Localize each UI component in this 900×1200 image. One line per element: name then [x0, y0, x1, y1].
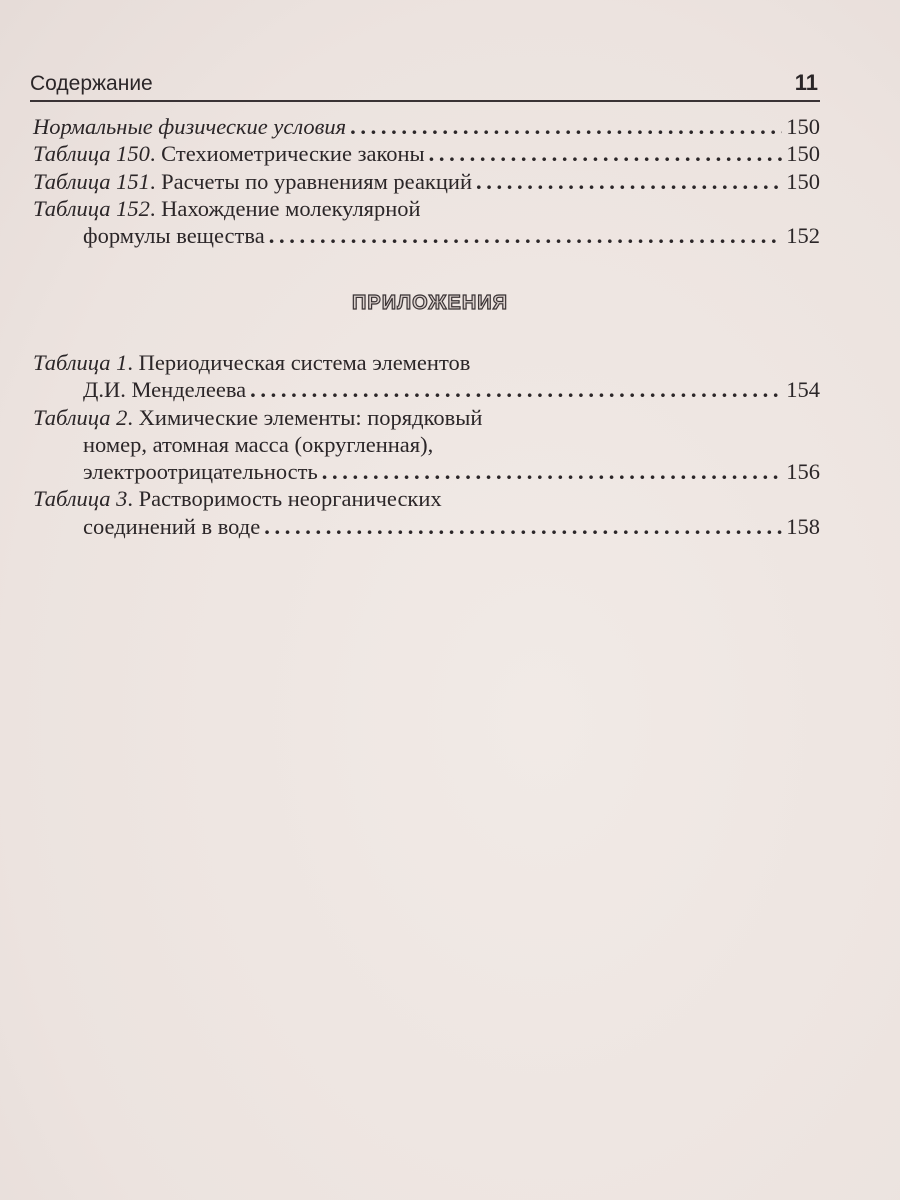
entry-label: Таблица 1 — [33, 350, 128, 375]
entry-title: . Стехиометрические законы — [149, 141, 425, 167]
dot-leader — [322, 458, 783, 485]
entry-label: Таблица 151 — [33, 168, 150, 194]
toc-entry — [33, 168, 820, 195]
entry-page: 150 — [786, 141, 820, 167]
toc-entry-continuation — [33, 513, 820, 540]
toc-entry — [33, 140, 820, 167]
entry-title: . Расчеты по уравнениям реакций — [149, 168, 472, 194]
entry-title: Д.И. Менделеева — [83, 377, 247, 403]
entry-title: электроотрицательность — [83, 459, 318, 485]
toc-entry-continuation — [33, 222, 820, 249]
running-header — [30, 68, 820, 102]
entry-page: 156 — [786, 459, 820, 485]
entry-page: 150 — [786, 114, 820, 139]
toc-entry-continuation — [33, 431, 820, 458]
appendix-list — [33, 349, 820, 540]
dot-leader — [269, 222, 783, 249]
entry-title: . Периодическая система элементов — [127, 350, 471, 375]
entry-label: Таблица 150 — [33, 141, 150, 167]
entry-label: Таблица 152 — [33, 195, 150, 221]
entry-label: Таблица 2 — [33, 404, 128, 430]
toc-entry — [33, 404, 820, 431]
entry-title: Нормальные физические условия — [33, 114, 347, 139]
dot-leader — [429, 140, 783, 167]
toc-entry-continuation — [33, 376, 820, 403]
section-heading: ПРИЛОЖЕНИЯ — [351, 292, 509, 314]
toc-entry — [33, 113, 820, 140]
entry-title: . Растворимость неорганических — [127, 486, 442, 512]
entry-page: 158 — [786, 513, 820, 539]
entry-label: Таблица 3 — [33, 486, 128, 512]
entry-page: 154 — [786, 377, 820, 403]
entry-page: 152 — [786, 223, 820, 249]
dot-leader — [264, 513, 782, 540]
toc-list — [33, 113, 820, 249]
toc-entry-continuation — [33, 458, 820, 485]
dot-leader — [476, 168, 782, 195]
toc-entry — [33, 349, 820, 376]
entry-title: формулы вещества — [83, 223, 265, 249]
header-title: Содержание — [30, 72, 153, 95]
entry-title: . Нахождение молекулярной — [149, 195, 421, 221]
entry-title: . Химические элементы: порядковый — [127, 404, 483, 430]
toc-entry — [33, 485, 820, 512]
dot-leader — [350, 113, 782, 140]
page-number: 11 — [794, 70, 818, 95]
entry-page: 150 — [786, 168, 820, 194]
toc-entry — [33, 195, 820, 222]
entry-title: соединений в воде — [83, 513, 261, 539]
entry-title: номер, атомная масса (округленная), — [83, 431, 434, 457]
dot-leader — [250, 376, 782, 403]
